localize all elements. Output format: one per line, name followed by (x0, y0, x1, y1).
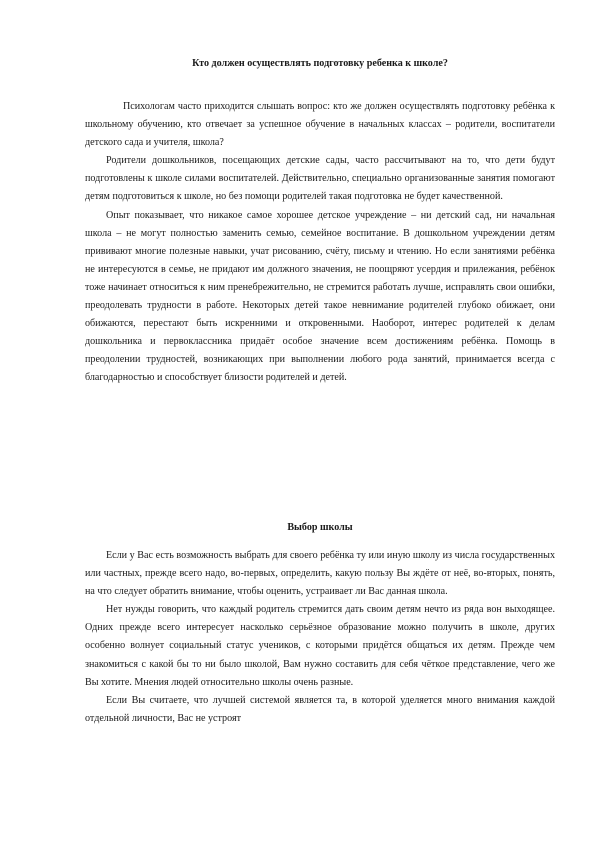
section-school-preparation (85, 98, 555, 388)
paragraph: Если у Вас есть возможность выбрать для своего ребёнка ту или иную школу из числа государственных или частных, прежде всего надо, во-первых, определить, какую пользу Вы ждёте от неё, во-вторых, понять, на что следует обратить внимание, чтобы оценить, устраивает ли Вас данная школа. (85, 550, 555, 598)
paragraph: Психологам часто приходится слышать вопрос: кто же должен осуществлять подготовку ребёнка к школьному обучению, кто отвечает за успешное обучение в начальных классах – родители, воспитатели детского сада и учителя, школа? (85, 101, 555, 149)
paragraph: Опыт показывает, что никакое самое хорошее детское учреждение – ни детский сад, ни начальная школа – не могут полностью заменить семью, семейное воспитание. В дошкольном учреждении детям прививают многие полезные навыки, учат рисованию, счёту, письму и чтению. Но если занятиями ребёнка не интересуются в семье, не придают им должного значения, не поощряют усердия и прилежания, ребёнок тоже начинает относиться к ним пренебрежительно, не стремится работать лучше, исправлять свои ошибки, преодолевать трудности в работе. Некоторых детей такое невнимание родителей глубоко обижает, они обижаются, перестают быть искренними и откровенными. Наоборот, интерес родителей к делам дошкольника и первоклассника придаёт особое значение всем достижениям ребёнка. Помощь в преодолении трудностей, возникающих при выполнении любого рода занятий, принимается всегда с благодарностью и способствует близости родителей и детей. (85, 209, 555, 384)
section-title-school-choice: Выбор школы (287, 522, 353, 533)
section-title-school-preparation: Кто должен осуществлять подготовку ребенка к школе? (192, 58, 448, 69)
paragraph: Родители дошкольников, посещающих детские сады, часто рассчитывают на то, что дети будут подготовлены к школе силами воспитателей. Действительно, специально организованные занятия помогают детям подготовиться к школе, но без помощи родителей такая подготовка не будет качественной. (85, 155, 555, 203)
paragraph: Если Вы считаете, что лучшей системой является та, в которой уделяется много внимания каждой отдельной личности, Вас не устроят (85, 694, 555, 724)
paragraph: Нет нужды говорить, что каждый родитель стремится дать своим детям нечто из ряда вон выходящее. Одних прежде всего интересует насколько серьёзное образование можно получить в школе, других особенно волнует социальный статус учеников, с которыми придётся общаться их детям. Прежде чем знакомиться с какой бы то ни было школой, Вам нужно составить для себя чёткое представление, чего же Вы хотите. Мнения людей относительно школы очень разные. (85, 604, 555, 688)
section-school-choice (85, 547, 555, 728)
